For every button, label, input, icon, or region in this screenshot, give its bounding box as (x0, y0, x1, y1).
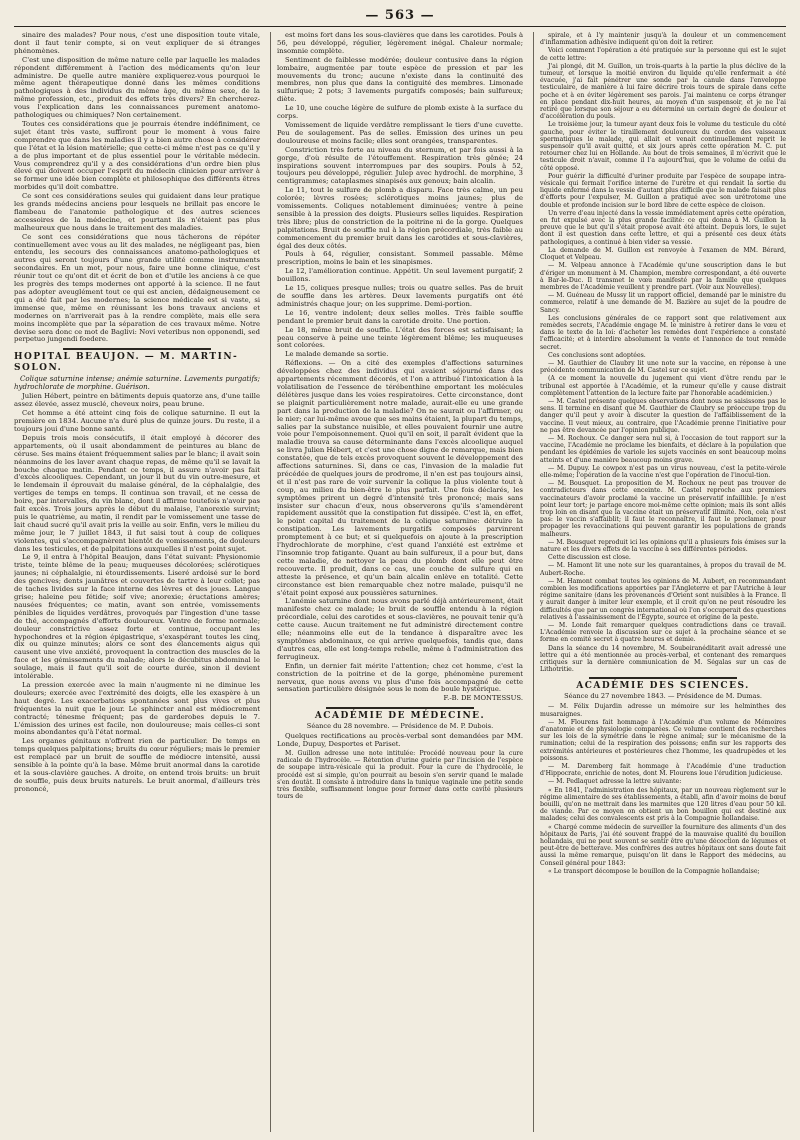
paragraph: Dans la séance du 14 novembre, M. Soubeiranéditarit avait adressé une lettre qui a été mentionnée au procès-verbal, et contenant des remarques critiques sur la dernière communication de M. Ségalas sur un cas de Lithotritie. (540, 644, 786, 674)
session-header: Séance du 28 novembre. — Présidence de M. P. Dubois. (306, 722, 494, 731)
paragraph: « Le transport décompose le bouillon de la Compagnie hollandaise; (548, 867, 760, 875)
paragraph: Les organes génitaux n'offrent rien de particulier. De temps en temps quelques palpitations; bruits du cœur réguliers; mais le premier est remplacé par un bruit de souffle de médiocre intensité, aussi sensible à la pointe qu'à la base. Même bruit anormal dans la carotide et la sous-clavière gauches. A droite, on entend trois bruits: un bruit de souffle, puis deux bruits naturels. Le bruit anormal, d'ailleurs très prononcé, (14, 737, 260, 793)
paragraph: Toutes ces considérations que je pourrais étendre indéfiniment, ce sujet étant très vaste, suffiront pour le moment à vous faire comprendre que dans les maladies il y a bien autre chose à considérer que l'état et la lésion matérielle; que cette-ci même n'est pas ce qu'il y a de plus important et de plus essentiel pour le véritable médecin. Vous comprendrez qu'il y a des considérations d'un ordre bien plus élevé qui doivent occuper l'esprit du médecin clinicien pour arriver à se former une idée bien complète et philosophique des différents êtres morbides qu'il doit combattre. (14, 119, 260, 192)
paragraph: Le troisième jour, la tumeur ayant deux fois le volume du testicule du côté gauche, pour éviter le tiraillement douloureux du cordon des vaisseaux spermatiques le malade, qui allait et venait continuellement reprit le suspensoir qu'il avait quitté, et six jours après cette opération M. C. put retourner chez lui en Hollande. Au bout de trois semaines, il m'écrivit que le testicule droit n'avait, comme il l'a aujourd'hui, que le volume de celui du côté opposé. (540, 121, 786, 172)
paragraph: — M. Guéneau de Mussy lit un rapport officiel, demandé par le ministre du commerce, relatif à une demande de M. Bazière au sujet de la poudre de Sancy. (540, 292, 786, 314)
paragraph: Les conclusions générales de ce rapport sont que relativement aux remèdes secrets, l'Académie engage M. le ministre à retirer dans le vœu et dans le texte de la loi: d'acheter les remèdes dont l'expérience a constaté l'efficacité; et à interdire absolument la vente et l'annonce de tout remède secret. (540, 314, 786, 351)
paragraph: Vomissement de liquide verdâtre remplissant le tiers d'une cuvette. Peu de soulagement. Pas de selles. Emission des urines un peu douloureuse et moins facile; elles sont orangées, transparentes. (277, 120, 523, 145)
paragraph: Enfin, un dernier fait mérite l'attention; chez cet homme, c'est la constriction de la poitrine et de la gorge, phénomène purement nerveux, que nous avons vu plus d'une fois accompagné de cette sensation particulière désignée sous le nom de boule hystérique. (277, 661, 523, 694)
paragraph: J'ai plongé, dit M. Guillon, un trois-quarts à la partie la plus déclive de la tumeur, et lorsque la moitié environ du liquide qu'elle renfermait a été évacuée, j'ai fait pénétrer une sonde par la canule dans l'enveloppe testiculaire, de manière à lui faire décrire trois tours de spirale dans cette poche et à en éviter légèrement ses parois. J'ai maintenu ce corps étranger en place pendant dix-huit heures, au moyen d'un suspensoir, et je ne l'ai retiré que lorsque son séjour a eu déterminé un certain degré de douleur et d'accélération du pouls. (540, 62, 786, 121)
column-1 (14, 32, 260, 1132)
session-header: Séance du 27 novembre 1843. — Présidence de M. Dumas. (564, 692, 762, 701)
paragraph: — M. Hamont combat toutes les opinions de M. Aubert, en recommandant combien les modifications apportées par l'Angleterre et par l'Autriche à leur régime sanitaire (dans les provenances d'Orient sont nuisibles à la France. Il y aurait danger à imiter leur exemple, et il croit qu'on ne peut résoudre les difficultés que par un congrès international où l'on s'occuperait des questions relatives à l'assainissement de l'Égypte, source et origine de la peste. (540, 577, 786, 621)
section-title-hopital-beaujon: HOPITAL BEAUJON. — M. MARTIN-SOLON. (14, 352, 239, 374)
paragraph: — M. Daremberg fait hommage à l'Académie d'une traduction d'Hippocrate, enrichie de notes, dont M. Flourens loue l'érudition judicieuse. (540, 763, 786, 778)
paragraph: Le malade demande sa sortie. (285, 350, 389, 359)
paragraph: Pour guérir la difficulté d'uriner produite par l'espèce de soupape intra-vésicale qui fermait l'orifice interne de l'urètre et qui rendait la sortie du liquide enfermé dans la vessie d'autant plus difficile que le malade faisait plus d'efforts pour l'expulser, M. Guillon a pratiqué avec son urétrotome une double et profonde incision sur le bord libre de cette espèce de cloison. (540, 172, 786, 209)
paragraph: C'est une disposition de même nature celle par laquelle les malades répondent différemment à l'action des médicaments qu'on leur administre. De quelle autre manière expliquerez-vous pourquoi le même agent thérapeutique donné dans les mêmes conditions pathologiques à des individus du même âge, du même sexe, de la même profession, etc., produit des effets très divers? En chercherez-vous l'explication dans les connaissances purement anatomo-pathologiques ou chimiques? Non certainement. (14, 55, 260, 120)
paragraph: — M. Rochoux. Ce danger sera nul si, à l'occasion de tout rapport sur la vaccine, l'Académie ne proclame les bienfaits, et déclare à la population que pendant les épidémies de variole les sujets vaccinés en sont beaucoup moins atteints et d'une manière beaucoup moins grave. (540, 434, 786, 464)
section-title-academie-medecine: ACADÉMIE DE MÉDECINE. (314, 711, 486, 722)
column-2 (270, 32, 523, 1132)
paragraph: Pouls à 64, régulier, consistant. Sommeil passable. Même prescription, moins le bain et les sinapismes. (277, 250, 523, 267)
paragraph: — M. Castel présente quelques observations dont nous ne saisissons pas le sens. Il termine en disant que M. Gauthier de Claubry se préoccupe trop du danger qu'il peut y avoir à discuter la question de l'affaiblissement de la vaccine. Il veut mieux, au contraire, que l'Académie prenne l'initiative pour ne pas être devancée par l'opinion publique. (540, 397, 786, 434)
paragraph: Réflexions. — On a cité des exemples d'affections saturnines développées chez des individus qui avaient séjourné dans des appartements récemment décorés, et l'on a attribué l'intoxication à la volatilisation de l'essence de térébenthine emportant les molécules délétères jusque dans les voies respiratoires. Cette circonstance, dont se plaignit particulièrement notre malade, aurait-elle eu une grande part dans la production de la maladie? On ne saurait ou l'affirmer, ou le nier; car lui-même avoue que ses mains étaient, la plupart du temps, salies par la substance nuisible, et elles pouvaient fournir une autre voie pour l'empoisonnement. Quoi qu'il en soit, il paraît évident que la maladie trouva sa cause déterminante dans l'excès alcoolique auquel se livra Julien Hébert, et c'est une chose digne de remarque, mais bien constatée, que de tels excès provoquent souvent le développement des affections saturnines. Si, dans ce cas, l'invasion de la maladie fut précédée de quelques jours de prodrome, il n'en est pas toujours ainsi, et il n'est pas rare de voir survenir la colique la plus violente tout à coup, au milieu du bien-être le plus parfait. Une fois déclarés, les symptômes prirent un degré d'intensité très prononcé; mais sans insister sur chacun d'eux, nous observerons qu'ils s'amendèrent rapidement aussitôt que la constipation fut dissipée. C'est là, en effet, le point capital du traitement de la colique saturnine: détruire la constipation. Les lavements purgatifs composés parvinrent promptement à ce but; et si quelquefois on ajoute à la prescription l'hydrochlorate de morphine, c'est quand l'anxiété est extrême et l'insomnie trop fatigante. Quant au bain sulfureux, il a pour but, dans cette maladie, de nettoyer la peau du plomb dont elle peut être recouverte. Il produit, dans ce cas, une couche de sulfure qui en atteste la présence, et qu'un bain alcalin enlève en totalité. Cette circonstance est bien remarquable chez notre malade, puisqu'il ne s'était point exposé aux poussières saturnines. (277, 359, 523, 597)
paragraph: — M. Dupuy. Le cowpox n'est pas un virus nouveau, c'est la petite-vérole elle-même; l'opération de la vaccine n'est que l'opération de l'inocul-tion. (540, 464, 786, 479)
paragraph: L'anémie saturnine dont nous avons parlé déjà antérieurement, était manifeste chez ce malade; le bruit de souffle entendu à la région précordiale, celui des carotides et sous-clavières, ne pouvait tenir qu'à cette cause. Aucun traitement ne fut administré directement contre elle; néanmoins elle eut de la tendance à disparaître avec les symptômes abdominaux, ce qui arrive quelquefois, tandis que, dans d'autres cas, elle est long-temps rebelle, même à l'administration des ferrugineux. (277, 597, 523, 661)
paragraph: Ce sont ces considérations que nous tâcherons de répéter continuellement avec vous au lit des malades, ne négligeant pas, bien entendu, les secours des connaissances anatomo-pathologiques et autres qui seront toujours d'une grande utilité comme instruments secondaires. En un mot, pour nous, faire une bonne clinique, c'est réunir tout ce qu'ont dit et écrit de bon et d'utile les anciens à ce que les progrès des temps modernes ont apporté à la science. Il ne faut pas adopter aveuglément tout ce qui est ancien, dédaigneusement ce qui a été fait par les modernes; la science médicale est si vaste, si immense que, même en réunissant les bons travaux anciens et modernes on n'arriverait pas à la rendre complète, mais elle sera moins incomplète que par la séparation de ces travaux même. Notre devise sera donc ce mot de Baglivi: Novi veteribus non opponendi, sed perpetuo jungendi foedere. (14, 232, 260, 344)
text-columns (14, 32, 786, 1132)
paragraph: Sentiment de faiblesse modérée; douleur contusive dans la région lombaire, augmentée par toute espèce de pression et par les mouvements du tronc; aucune n'existe dans la continuité des membres, non plus que dans la contiguité des membres. Limonade sulfurique; 2 pots; 3 lavements purgatifs composés; bain sulfureux; diète. (277, 55, 523, 104)
column-3 (533, 32, 786, 1132)
paragraph: est moins fort dans les sous-clavières que dans les carotides. Pouls à 56, peu développé, régulier, légèrement inégal. Chaleur normale; insomnie complète. (277, 32, 523, 55)
case-subtitle: Colique saturnine intense; anémie saturnine. Lavements purgatifs; hydrochlorate de morphine. Guérison. (14, 375, 260, 392)
paragraph: Constriction très forte au niveau du sternum, et par fois aussi à la gorge, d'où résulte de l'étouffement. Respiration très gênée; 24 inspirations souvent interrompues par des soupirs. Pouls à 52, toujours peu développé, régulier. Julep avec hydrochl. de morphine, 3 centigrammes; cataplasmes sinapisés aux genoux; bain alcalin. (277, 145, 523, 186)
paragraph: Le 18, même bruit de souffle. L'état des forces est satisfaisant; la peau conserve à peine une teinte légèrement blême; les muqueuses sont colorées. (277, 325, 523, 350)
paragraph: — M. Bousquet reproduit ici les opinions qu'il a plusieurs fois émises sur la nature et les divers effets de la vaccine à ses différentes périodes. (540, 538, 786, 554)
paragraph: « En 1841, l'administration des hôpitaux, par un nouveau règlement sur le régime alimentaire de ses établissements, a établi, afin d'avoir moins de bœuf bouilli, qu'on ne mettrait dans les marmites que 120 litres d'eau pour 50 kil. de viande. Par ce moyen on obtient un bon bouillon qui est destiné aux malades; celui des convalescents est pris à la Compagnie hollandaise. (540, 786, 786, 823)
paragraph: — M. Hamont lit une note sur les quarantaines, à propos du travail de M. Aubert-Roche. (540, 562, 786, 577)
paragraph: Julien Hébert, peintre en bâtiments depuis quatorze ans, d'une taille assez élevée, assez musclé, cheveux noirs, peau brune. (14, 392, 260, 409)
paragraph: Le 15, coliques presque nulles; trois ou quatre selles. Pas de bruit de souffle dans les artères. Deux lavements purgatifs ont été administrés chaque jour; on les supprime. Demi-portion. (277, 284, 523, 308)
paragraph: — M. Londe fait remarquer quelques contradictions dans ce travail. L'Académie renvoie la discussion sur ce sujet à la prochaine séance et se forme en comité secret à quatre heures et demie. (540, 622, 786, 644)
paragraph: Voici comment l'opération a été pratiquée sur la personne qui est le sujet de cette lettre: (540, 47, 786, 62)
paragraph: La pression exercée avec la main n'augmente ni ne diminue les douleurs; exercée avec l'extrémité des doigts, elle les exaspère à un haut degré. Les exacerbations spontanées sont plus vives et plus fréquentes la nuit que le jour. Le sphincter anal est médiocrement contracté; ténesme fréquent; pas de garderobes depuis le 7. L'émission des urines est facile, non douloureuse; mais celles-ci sont moins abondantes qu'à l'état normal. (14, 680, 260, 737)
paragraph: spirale, et à l'y maintenir jusqu'à la douleur et un commencement d'inflammation adhésive indiquent qu'on doit la retirer. (540, 32, 786, 47)
paragraph: — M. Félix Dujardin adresse un mémoire sur les helminthes des musaraignes. (540, 703, 786, 718)
section-divider (589, 677, 737, 679)
section-title-academie-sciences: ACADÉMIE DES SCIENCES. (576, 681, 750, 692)
paragraph: La demande de M. Guillon est renvoyée à l'examen de MM. Bérard, Cloquet et Velpeau. (540, 246, 786, 262)
section-divider (326, 707, 474, 709)
paragraph: Depuis trois mois consécutifs, il était employé à décorer des appartements, où il usait abondamment de peintures au blanc de céruse. Ses mains étaient fréquemment salies par le blanc; il avait soin néanmoins de les laver avant chaque repas, de même qu'il se lavait la bouche chaque matin. Pendant ce temps, il assure n'avoir pas fait d'excès alcooliques. Cependant, un jour il but du vin outre-mesure, et le lendemain il éprouvait du malaise général, de la céphalalgie, des vertiges de temps en temps. Il continua son travail, et ne cessa de boire, par intervalles, du vin blanc, dont il affirme toutefois n'avoir pas fait excès. Trois jours après le début du malaise, l'anorexie survint; puis le quatrième, au matin, il rendit par le vomissement une tasse de lait chaud sucré qu'il avait pris la veille au soir. Enfin, vers le milieu du même jour, le 7 juillet 1843, il fut saisi tout à coup de coliques violentes, qui s'accompagnèrent bientôt de vomissements, de douleurs dans les testicules, et de palpitations auxquelles il n'est point sujet. (14, 433, 260, 553)
paragraph: Quelques rectifications au procès-verbal sont demandées par MM. Londe, Dupuy, Desportes et Pariset. (277, 732, 523, 749)
paragraph: Ces conclusions sont adoptées. (548, 351, 646, 359)
paragraph: « Chargé comme médecin de surveiller la fourniture des aliments d'un des hôpitaux de Paris, j'ai été souvent frappé de la mauvaise qualité du bouillon hollandais, qui ne peut souvent se sentir être qu'une décoction de légumes et peut-être de betterave. Mes confrères des autres hôpitaux ont sans doute fait aussi la même remarque, puisqu'on lit dans le Rapport des médecins, au Conseil général pour 1843: (540, 823, 786, 867)
paragraph: Cette discussion est close. (548, 554, 631, 562)
paragraph: Ce sont ces considérations seules qui guidaient dans leur pratique les grands médecins anciens pour lesquels ne brillait pas encore le flambeau de l'anatomie pathologique et des autres sciences accessoires de la médecine, et pourtant ils n'étaient pas plus malheureux que nous dans le traitement des maladies. (14, 192, 260, 232)
section-divider (63, 348, 211, 350)
paragraph: — M. Gauthier de Claubry lit une note sur la vaccine, en réponse à une précédente communication de M. Castel sur ce sujet. (540, 359, 786, 375)
paragraph: Cet homme a été atteint cinq fois de colique saturnine. Il eut la première en 1834. Aucune n'a duré plus de quinze jours. Du reste, il a toujours joui d'une bonne santé. (14, 409, 260, 433)
paragraph: — M. Flourens fait hommage à l'Académie d'un volume de Mémoires d'anatomie et de physiologie comparées. Ce volume contient des recherches sur les lois de la symétrie dans le règne animal; sur le mécanisme de la rumination; celui de la respiration des poissons; enfin sur les rapports des extrémités antérieures et postérieures chez l'homme, les quadrupèdes et les poissons. (540, 718, 786, 762)
header-rule (14, 26, 786, 27)
paragraph: M. Guillon adresse une note intitulée: Procédé nouveau pour la cure radicale de l'hydrocèle. — Rétention d'urine guérie par l'incision de l'espèce de soupape intra-vésicale qui la produit. Pour la cure de l'hydrocèle, le procédé est si simple, qu'on pourrait au besoin s'en servir quand le malade s'en doutât. Il consiste à introduire dans la tunique vaginale une petite sonde très flexible, suffisamment longue pour former dans cette cavité plusieurs tours de (277, 749, 523, 801)
author-signature: F.-B. DE MONTESSUS. (443, 694, 523, 703)
paragraph: Le 9, il entra à l'hôpital Beaujon, dans l'état suivant: Physionomie triste, teinte blême de la peau; muqueuses décolorées; sclérotiques jaunes; ni céphalalgie, ni étourdissements. Liseré ardoisé sur le bord des gencives; dents jaunâtres et couvertes de tartre à leur collet; pas de taches livides sur la face interne des lèvres et des joues. Langue grise; haleine peu fétide; soif vive; anorexie; éructations amères; nausées fréquentes; ce matin, avant son entrée, vomissements pénibles de liquides verdâtres, provoqués par l'ingestion d'une tasse de thé, accompagnés d'efforts douloureux. Ventre de forme normale; douleur constrictive assez forte et continue, occupant les hypochondres et la région épigastrique, s'exaspérant toutes les cinq, dix ou quinze minutes; alors ce sont des élancements aigus qui causent une vive anxiété, provoquent la contraction des muscles de la face et les gémissements du malade; alors le décubitus abdominal le soulage, mais il faut qu'il soit de courte durée, sinon il devient intolérable. (14, 553, 260, 681)
paragraph: — M. Pedlaquet adresse la lettre suivante: (548, 778, 682, 786)
paragraph: — M. Velpeau annonce à l'Académie qu'une souscription dans le but d'ériger un monument à M. Champion, membre correspondant, a été ouverte à Bar-le-Duc. Il transmet le vœu manifesté par la famille que quelques membres de l'Académie veuillent y prendre part. (Voir aux Nouvelles). (540, 262, 786, 291)
paragraph: Le 11, tout le sulfure de plomb a disparu. Face très calme, un peu colorée; lèvres rosées; sclérotiques moins jaunes; plus de vomissements. Coliques notablement diminuées; ventre à peine sensible à la pression des doigts. Plusieurs selles liquides. Respiration très libre; plus de constriction de la poitrine ni de la gorge. Quelques palpitations. Bruit de souffle nul à la région précordiale, très faible au commencement du premier bruit dans les carotides et sous-clavières, égal des deux côtés. (277, 186, 523, 250)
paragraph: (A ce moment la nouvelle du jugement qui vient d'être rendu par le tribunal est apportée à l'Académie, et la rumeur qu'elle y cause distrait complètement l'attention de la lecture faite par l'honorable académicien.) (540, 375, 786, 397)
paragraph: sinaire des malades? Pour nous, c'est une disposition toute vitale, dont il faut tenir compte, si on veut expliquer de si étranges phénomènes. (14, 32, 260, 55)
paragraph: — M. Bousquet. La proposition de M. Rochoux ne peut pas trouver de contradicteurs dans cette enceinte. M. Castel reproche aux premiers vaccinateurs d'avoir proclamé la vaccine un préservatif infaillible. Je n'est point leur tort; je partage encore moi-même cette opinion; mais ils sont allés trop loin en disant que la vaccine était un préservatif illimité. Non, cela n'est pas: le vaccin s'affaiblit; il faut le reconnaître, il faut le proclamer, pour propager les revaccinations qui peuvent garantir les populations de grands malheurs. (540, 480, 786, 538)
paragraph: Le 12, l'amélioration continue. Appétit. Un seul lavement purgatif; 2 bouillons. (277, 267, 523, 284)
paragraph: Le 10, une couche légère de sulfure de plomb existe à la surface du corps. (277, 104, 523, 121)
page-number: — 563 — (365, 8, 435, 23)
paragraph: Un verre d'eau injecté dans la vessie immédiatement après cette opération, en fut expulsé avec la plus grande facilité: ce qui donna à M. Guillon la preuve que le but qu'il s'était proposé avait été atteint. Depuis lors, le sujet dont il est question dans cette lettre, et qui a présenté ces deux états pathologiques, a continué à bien vider sa vessie. (540, 209, 786, 246)
paragraph: Le 16, ventre indolent; deux selles molles. Très faible souffle pendant le premier bruit dans la carotide droite. Une portion. (277, 308, 523, 325)
